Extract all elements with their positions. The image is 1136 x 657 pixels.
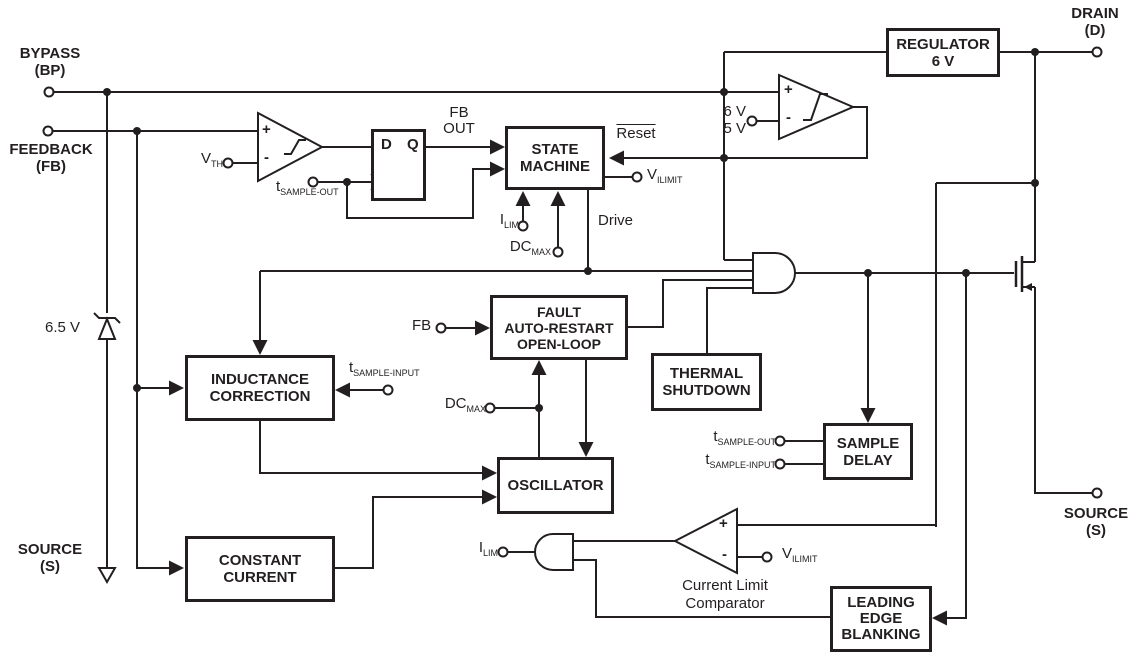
drive-label: Drive	[598, 212, 634, 229]
clc-plus: +	[719, 515, 728, 532]
bypass-pin-label: BYPASS (BP)	[19, 45, 81, 79]
inductance-correction-block: INDUCTANCE CORRECTION	[185, 355, 335, 421]
clc-minus: -	[722, 546, 727, 563]
constant-current-block: CONSTANT CURRENT	[185, 536, 335, 602]
zener-diode-triangle	[99, 319, 115, 339]
source-terminal	[1093, 489, 1102, 498]
fault-autorestart-block: FAULT AUTO-RESTART OPEN-LOOP	[490, 295, 628, 360]
tsample-out-label: $t_{SAMPLE-OUT}$	[276, 178, 339, 197]
ilim-sm-terminal	[519, 222, 528, 231]
tsample-out-sd-terminal	[776, 437, 785, 446]
sample-delay-block: SAMPLE DELAY	[823, 423, 913, 480]
regulator-label: REGULATOR	[896, 35, 990, 53]
tsample-input-ind-label: $t_{SAMPLE-INPUT}$	[349, 359, 420, 378]
vilimit-sm-terminal	[633, 173, 642, 182]
flipflop-q-pin: Q	[407, 136, 419, 153]
tsample-input-sd-label: $t_{SAMPLE-INPUT}$	[705, 451, 776, 470]
leading-edge-blanking-block: LEADING EDGE BLANKING	[830, 586, 932, 652]
wire-cc-to-osc	[335, 497, 494, 568]
source-arrow-icon	[99, 568, 115, 582]
oscillator-block	[497, 457, 614, 514]
fb-comp-minus: -	[264, 149, 269, 166]
ilim-gate-label: $I_{LIM}$	[478, 539, 498, 558]
bp-comp-plus: +	[784, 81, 793, 98]
dcmax-osc-label: $DC_{MAX}$	[444, 395, 486, 414]
flipflop-block	[371, 129, 426, 201]
fault-label: FAULT	[536, 303, 582, 320]
tsample-input-terminal	[384, 386, 393, 395]
dcmax-osc-terminal	[486, 404, 495, 413]
regulator-block: REGULATOR 6 V	[886, 28, 1000, 77]
vilimit-clc-terminal	[763, 553, 772, 562]
and-gate-2in	[535, 534, 573, 570]
leb-label: LEADING	[847, 594, 915, 611]
source-left-pin-label: SOURCE (S)	[17, 541, 83, 575]
6v5v-terminal	[748, 117, 757, 126]
fb-comp-plus: +	[262, 121, 271, 138]
sample-delay-label: SAMPLE	[836, 434, 900, 452]
flipflop-d-pin: D	[381, 136, 392, 153]
thermal-shutdown-block: THERMAL SHUTDOWN	[651, 353, 762, 411]
wire-source-out	[1035, 287, 1092, 493]
ilim-sm-label: $I_{LIM}$	[499, 211, 519, 230]
state-machine-block: STATE MACHINE	[505, 126, 605, 190]
constant-current-label: CONSTANT	[218, 552, 302, 569]
mosfet-arrow	[1024, 283, 1032, 291]
zener-voltage-label: 6.5 V	[45, 319, 81, 336]
wire-inductance-to-osc	[260, 421, 494, 473]
bypass-terminal	[45, 88, 54, 97]
feedback-pin-label: FEEDBACK (FB)	[9, 141, 93, 175]
vilimit-clc-label: $V_{ILIMIT}$	[782, 545, 818, 564]
tsample-out-sd-label: $t_{SAMPLE-OUT}$	[713, 428, 776, 447]
thermal-label: THERMAL	[669, 365, 744, 382]
state-machine-label: STATE	[531, 141, 579, 158]
oscillator-label: OSCILLATOR	[507, 477, 604, 494]
inductance-label: INDUCTANCE	[210, 371, 310, 388]
bp-comp-minus: -	[786, 109, 791, 126]
fb-fault-label: FB	[412, 317, 432, 334]
wire-fb-down	[137, 131, 181, 568]
fb-fault-terminal	[437, 324, 446, 333]
and-gate-4in	[753, 253, 795, 293]
vth-terminal	[224, 159, 233, 168]
vth-label: $V_{TH}$	[200, 150, 223, 169]
source-right-pin-label: SOURCE (S)	[1063, 505, 1129, 539]
fb-out-label: FB OUT	[443, 104, 475, 137]
drain-pin-label: DRAIN (D)	[1071, 5, 1119, 39]
tsample-input-sd-terminal	[776, 460, 785, 469]
dcmax-sm-terminal	[554, 248, 563, 257]
reset-label: Reset	[616, 125, 656, 142]
vilimit-sm-label: $V_{ILIMIT}$	[647, 166, 683, 185]
ilim-gate-terminal	[499, 548, 508, 557]
wire-thermal-to-and	[707, 288, 753, 353]
6v5v-label: 6 V 5 V	[723, 103, 746, 137]
dcmax-sm-label: $DC_{MAX}$	[509, 238, 551, 257]
wire-to-leb	[935, 273, 966, 618]
feedback-terminal	[44, 127, 53, 136]
drain-terminal	[1093, 48, 1102, 57]
current-limit-comparator-label: Current Limit Comparator	[682, 577, 768, 612]
